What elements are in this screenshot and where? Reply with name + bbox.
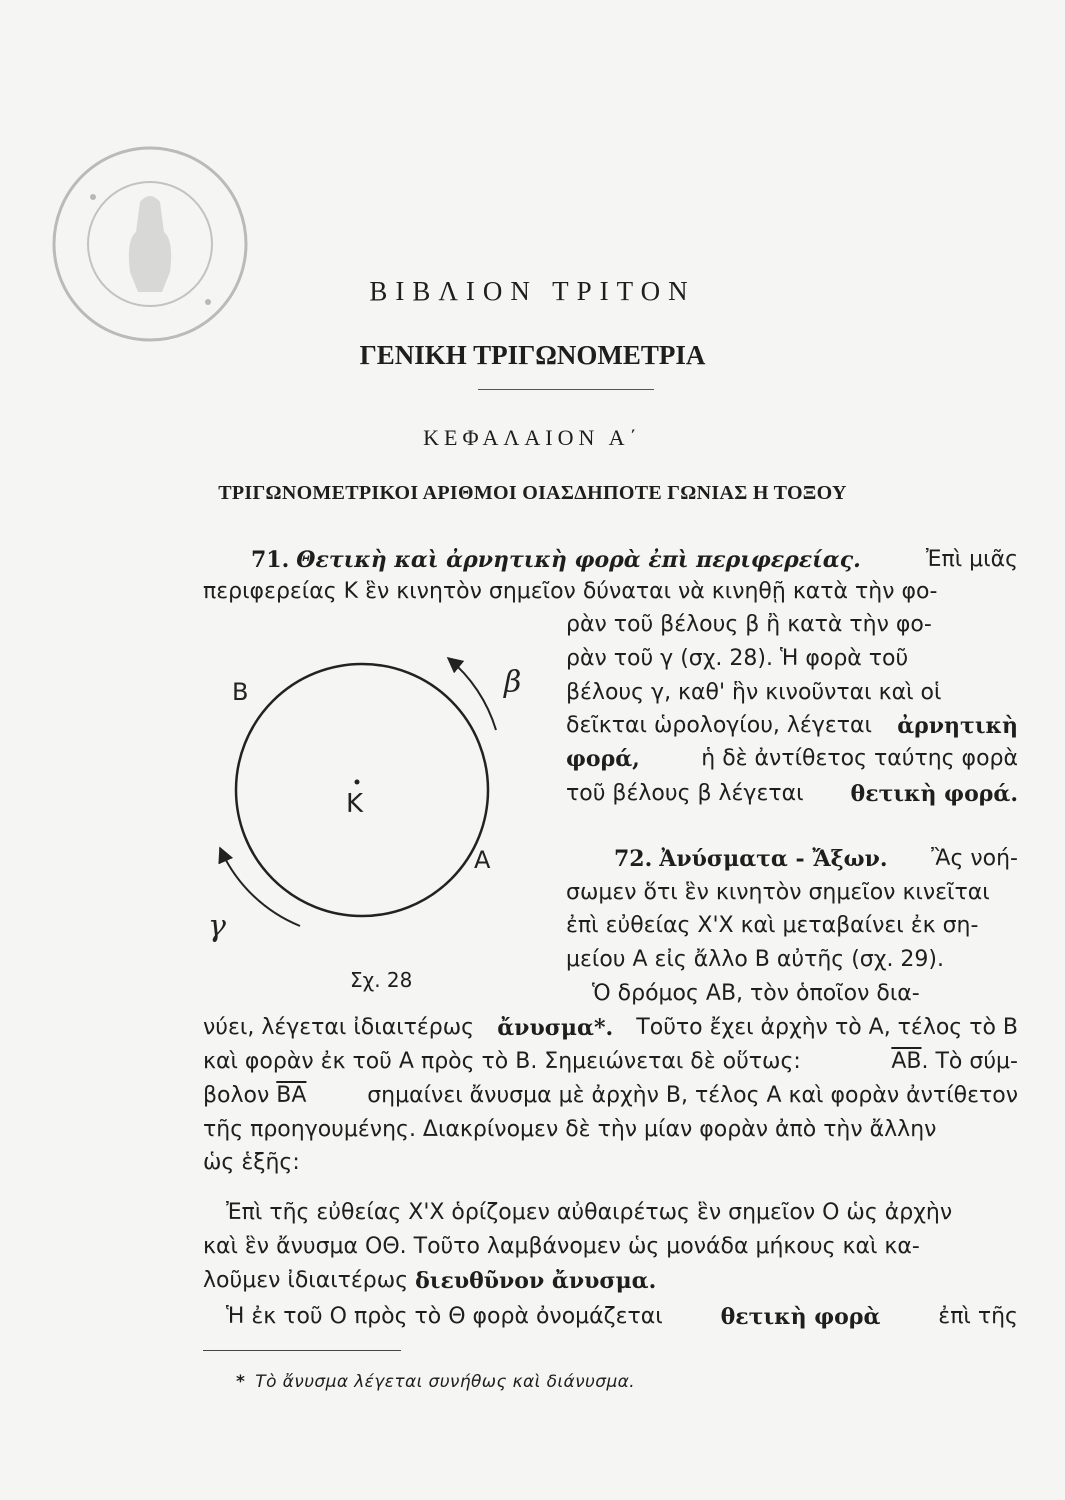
text-span: βολον bbox=[203, 1083, 270, 1108]
section-72-line-10 bbox=[203, 1146, 1018, 1180]
section-72-line-14 bbox=[226, 1300, 1018, 1334]
text-span: ρὰν τοῦ γ (σχ. 28). Ἡ φορὰ τοῦ bbox=[566, 646, 909, 671]
center-point bbox=[355, 780, 360, 785]
chapter-title: ΤΡΙΓΩΝΟΜΕΤΡΙΚΟΙ ΑΡΙΘΜΟΙ ΟΙΑΣΔΗΠΟΤΕ ΓΩΝΙΑΣ Η ΤΟΞΟΥ bbox=[218, 482, 847, 504]
section-71-line-5 bbox=[566, 676, 1018, 710]
figure-circle-diagram bbox=[200, 630, 540, 990]
book-label: ΒΙΒΛΙΟΝ ΤΡΙΤΟΝ bbox=[369, 276, 696, 306]
section-72-line-2 bbox=[566, 876, 1018, 910]
label-k: Κ bbox=[346, 789, 364, 819]
section-72-heading: Ἀνύσματα - Ἄξων. bbox=[659, 846, 888, 872]
text-span: λοῦμεν ἰδιαιτέρως bbox=[203, 1268, 409, 1293]
section-72-line-6 bbox=[203, 1011, 1018, 1045]
text-span: τῆς προηγουμένης. Διακρίνομεν δὲ τὴν μίαν φορὰν ἀπὸ τὴν ἄλλην bbox=[203, 1117, 937, 1142]
term-unit-vector: διευθῦνον ἄνυσμα. bbox=[415, 1268, 657, 1294]
text-span: βέλους γ, καθ' ἣν κινοῦνται καὶ οἱ bbox=[566, 680, 942, 705]
section-72-line-4 bbox=[566, 943, 1018, 977]
footnote-text: Τὸ ἄνυσμα λέγεται συνήθως καὶ διάνυσμα. bbox=[255, 1372, 636, 1392]
section-71-line-1 bbox=[251, 543, 1018, 577]
text-span: Ἡ ἐκ τοῦ Ο πρὸς τὸ Θ φορὰ ὀνομάζεται bbox=[226, 1304, 663, 1329]
section-72-line-11 bbox=[226, 1196, 1018, 1230]
page-title: ΓΕΝΙΚΗ ΤΡΙΓΩΝΟΜΕΤΡΙΑ bbox=[359, 340, 706, 370]
term-positive-direction: θετικὴ φορὰ bbox=[720, 1304, 881, 1330]
term-direction: φορά, bbox=[566, 746, 640, 772]
arrow-gamma bbox=[220, 848, 300, 926]
text-span: καὶ φορὰν ἐκ τοῦ Α πρὸς τὸ Β. Σημειώνεται δὲ οὕτως: bbox=[203, 1049, 801, 1074]
library-stamp bbox=[48, 142, 253, 347]
term-negative: ἀρνητικὴ bbox=[897, 713, 1018, 739]
text-span: ὡς ἑξῆς: bbox=[203, 1150, 300, 1175]
footnote-divider bbox=[203, 1350, 401, 1351]
text-span: Ἂς νοή- bbox=[931, 846, 1018, 871]
title-divider bbox=[478, 389, 654, 390]
label-a: Α bbox=[474, 846, 491, 874]
section-72-line-12 bbox=[203, 1230, 1018, 1264]
text-span: . Τὸ σύμ- bbox=[921, 1049, 1018, 1074]
label-beta: β bbox=[504, 665, 522, 700]
section-72-line-3 bbox=[566, 909, 1018, 943]
vector-symbol-ab: $\overline{AB}$ bbox=[891, 1049, 922, 1074]
section-71-line-6 bbox=[566, 709, 1018, 743]
text-span: ἐπὶ εὐθείας X'X καὶ μεταβαίνει ἐκ ση- bbox=[566, 913, 979, 938]
text-span: τοῦ βέλους β λέγεται bbox=[566, 781, 804, 806]
text-span: δεῖκται ὡρολογίου, λέγεται bbox=[566, 713, 872, 738]
text-span: νύει, λέγεται ἰδιαιτέρως bbox=[203, 1015, 475, 1040]
vector-symbol-ba: $\overline{BA}$ bbox=[276, 1083, 307, 1108]
section-72-line-1 bbox=[614, 842, 1018, 876]
text-span: Ἐπὶ μιᾶς bbox=[925, 547, 1018, 572]
section-72-line-9 bbox=[203, 1113, 1018, 1147]
term-positive: θετικὴ φορά. bbox=[850, 781, 1018, 807]
section-72-line-13 bbox=[203, 1264, 1018, 1298]
section-72-number: 72. bbox=[614, 846, 653, 872]
section-71-line-7 bbox=[566, 742, 1018, 776]
text-span: ἐπὶ τῆς bbox=[938, 1304, 1018, 1329]
text-span: Τοῦτο ἔχει ἀρχὴν τὸ Α, τέλος τὸ Β bbox=[636, 1015, 1018, 1040]
footnote bbox=[236, 1372, 635, 1392]
label-gamma: γ bbox=[208, 909, 226, 944]
section-71-number: 71. bbox=[251, 547, 290, 573]
section-71-heading: Θετικὴ καὶ ἀρνητικὴ φορὰ ἐπὶ περιφερείας. bbox=[296, 547, 861, 573]
text-span: ρὰν τοῦ βέλους β ἢ κατὰ τὴν φο- bbox=[566, 612, 932, 637]
text-span: Ἐπὶ τῆς εὐθείας X'X ὁρίζομεν αὐθαιρέτως ἓν σημεῖον Ο ὡς ἀρχὴν bbox=[226, 1200, 953, 1225]
section-72-line-7 bbox=[203, 1045, 1018, 1079]
text-span: σημαίνει ἄνυσμα μὲ ἀρχὴν Β, τέλος Α καὶ φορὰν ἀντίθετον bbox=[367, 1083, 1018, 1108]
section-71-line-4 bbox=[566, 642, 1018, 676]
chapter-label: ΚΕΦΑΛΑΙΟΝ Α΄ bbox=[423, 425, 642, 450]
label-b: Β bbox=[232, 678, 249, 706]
text-span: καὶ ἓν ἄνυσμα ΟΘ. Τοῦτο λαμβάνομεν ὡς μονάδα μήκους καὶ κα- bbox=[203, 1234, 920, 1259]
section-71-line-3 bbox=[566, 608, 1018, 642]
term-vector: ἄνυσμα*. bbox=[497, 1015, 614, 1041]
text-span: σωμεν ὅτι ἓν κινητὸν σημεῖον κινεῖται bbox=[566, 880, 990, 905]
section-71-line-2 bbox=[203, 575, 1018, 609]
text-span: Ὁ δρόμος ΑΒ, τὸν ὁποῖον δια- bbox=[592, 981, 920, 1006]
section-71-line-8 bbox=[566, 777, 1018, 811]
section-72-line-8 bbox=[203, 1079, 1018, 1113]
figure-caption: Σχ. 28 bbox=[350, 968, 413, 992]
footnote-mark: * bbox=[236, 1372, 246, 1392]
text-span: μείου Α εἰς ἄλλο Β αὐτῆς (σχ. 29). bbox=[566, 947, 944, 972]
text-span: περιφερείας Κ ἓν κινητὸν σημεῖον δύναται νὰ κινηθῇ κατὰ τὴν φο- bbox=[203, 579, 938, 604]
text-span: ἡ δὲ ἀντίθετος ταύτης φορὰ bbox=[701, 746, 1018, 771]
section-72-line-5 bbox=[592, 977, 1018, 1011]
arrow-beta bbox=[448, 658, 496, 730]
